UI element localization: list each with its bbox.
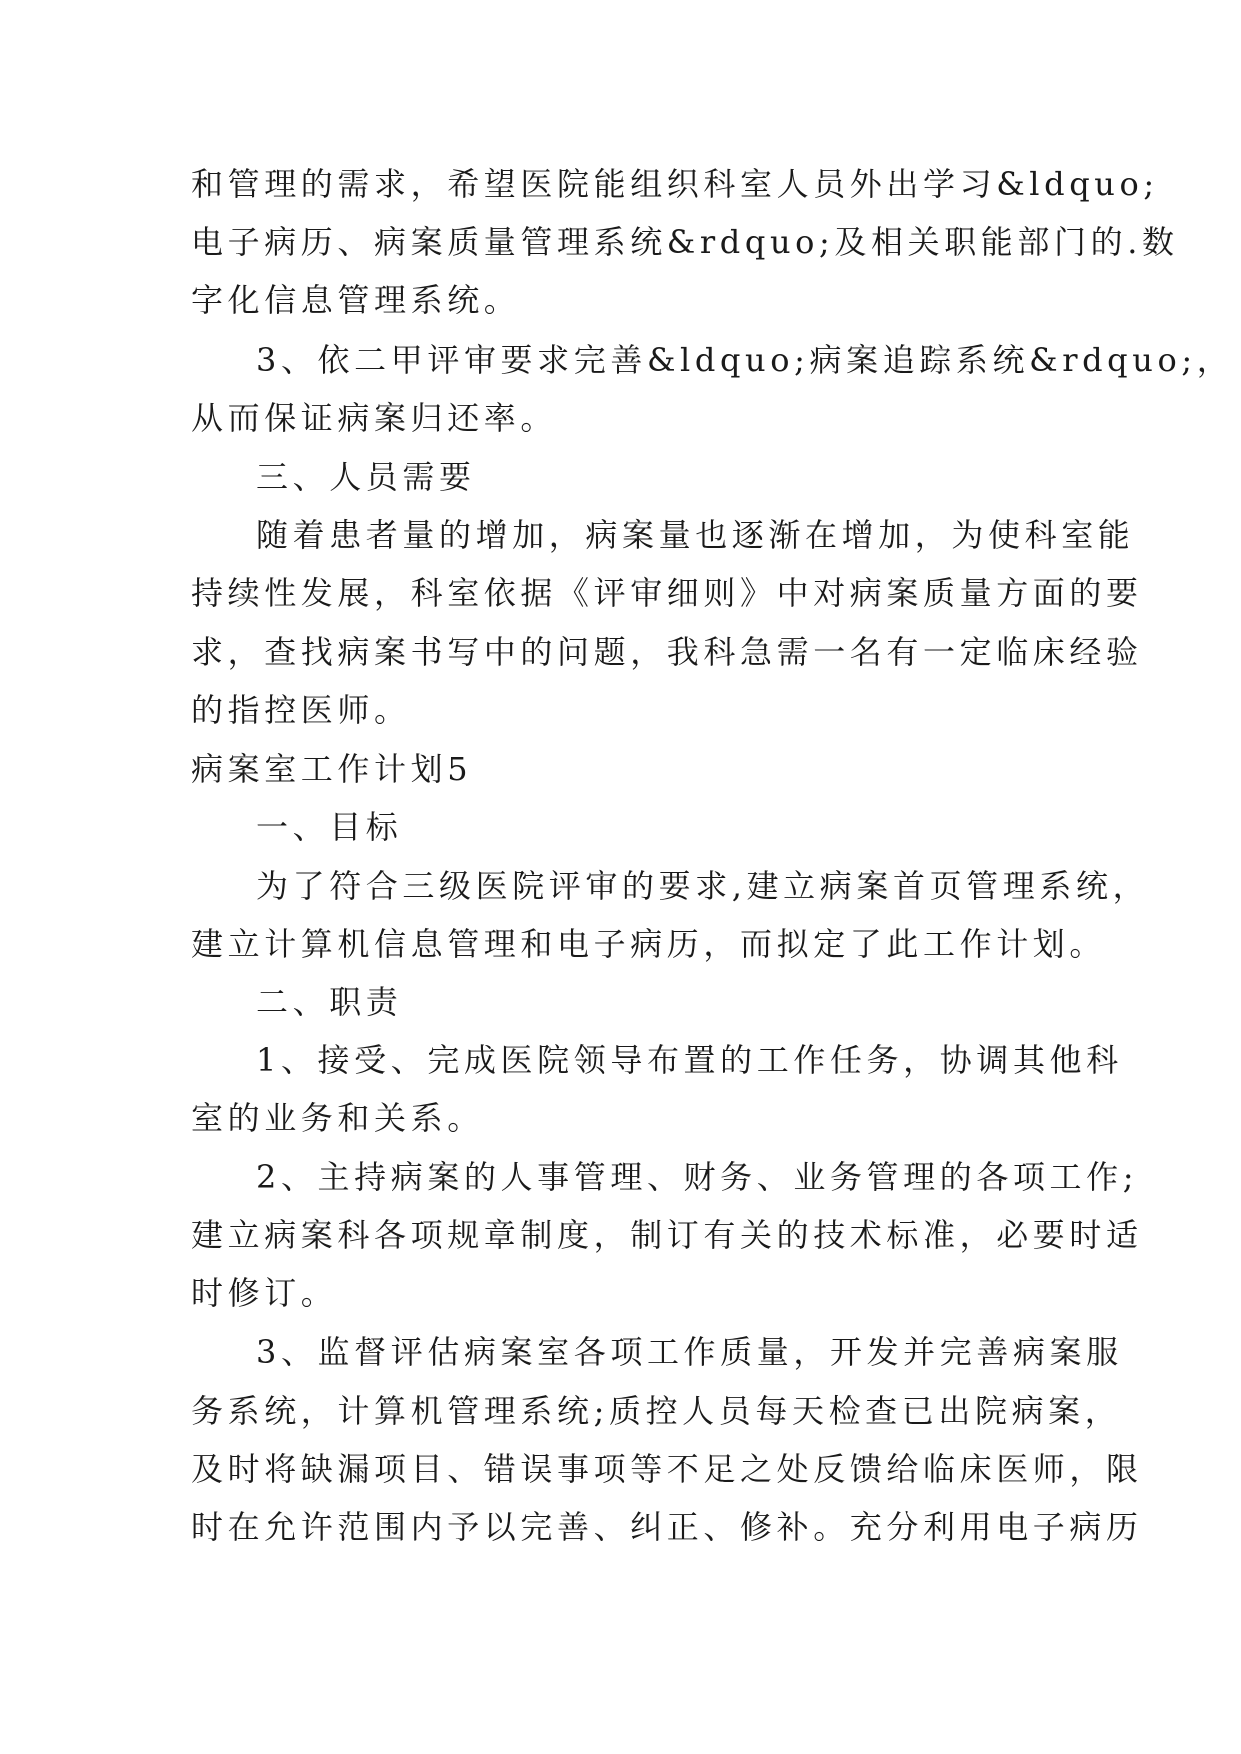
paragraph-line: 和管理的需求，希望医院能组织科室人员外出学习&ldquo;: [191, 165, 1159, 203]
paragraph-line: 持续性发展，科室依据《评审细则》中对病案质量方面的要: [191, 574, 1143, 612]
paragraph-line: 3、依二甲评审要求完善&ldquo;病案追踪系统&rdquo;，: [256, 341, 1234, 379]
section-heading: 二、职责: [256, 983, 403, 1021]
paragraph-line: 室的业务和关系。: [191, 1099, 484, 1137]
paragraph-line: 2、主持病案的人事管理、财务、业务管理的各项工作;: [256, 1158, 1139, 1196]
paragraph-line: 时修订。: [191, 1274, 338, 1312]
paragraph-line: 建立计算机信息管理和电子病历，而拟定了此工作计划。: [191, 925, 1107, 963]
paragraph-line: 建立病案科各项规章制度，制订有关的技术标准，必要时适: [191, 1216, 1143, 1254]
document-section-title: 病案室工作计划5: [191, 750, 473, 788]
paragraph-line: 求，查找病案书写中的问题，我科急需一名有一定临床经验: [191, 633, 1143, 671]
paragraph-line: 及时将缺漏项目、错误事项等不足之处反馈给临床医师，限: [191, 1450, 1143, 1488]
paragraph-line: 3、监督评估病案室各项工作质量，开发并完善病案服: [256, 1333, 1123, 1371]
paragraph-line: 时在允许范围内予以完善、纠正、修补。充分利用电子病历: [191, 1508, 1143, 1546]
section-heading: 三、人员需要: [256, 458, 476, 496]
paragraph-line: 从而保证病案归还率。: [191, 399, 558, 437]
paragraph-line: 务系统，计算机管理系统;质控人员每天检查已出院病案，: [191, 1392, 1122, 1430]
paragraph-line: 字化信息管理系统。: [191, 281, 521, 319]
paragraph-line: 的指控医师。: [191, 691, 411, 729]
paragraph-line: 随着患者量的增加，病案量也逐渐在增加，为使科室能: [256, 516, 1135, 554]
paragraph-line: 1、接受、完成医院领导布置的工作任务，协调其他科: [256, 1041, 1123, 1079]
section-heading: 一、目标: [256, 808, 403, 846]
paragraph-line: 电子病历、病案质量管理系统&rdquo;及相关职能部门的.数: [191, 223, 1179, 261]
paragraph-line: 为了符合三级医院评审的要求,建立病案首页管理系统，: [256, 867, 1150, 905]
